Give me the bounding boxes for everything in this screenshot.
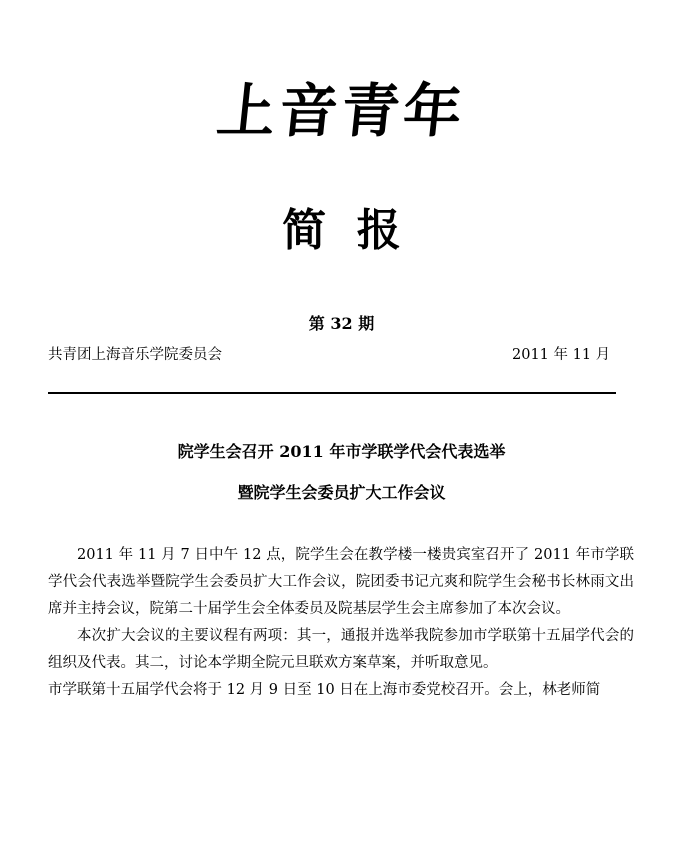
paragraph-3: 市学联第十五届学代会将于 12 月 9 日至 10 日在上海市委党校召开。会上，林老师简 — [48, 682, 601, 698]
publication-date: 2011 年 11 月 — [512, 347, 611, 363]
article-body — [48, 542, 634, 704]
publisher: 共青团上海音乐学院委员会 — [48, 347, 222, 363]
paragraph-1: 2011 年 11 月 7 日中午 12 点，院学生会在教学楼一楼贵宾室召开了 2011 年市学联学代会代表选举暨院学生会委员扩大工作会议，院团委书记亢爽和院学生会秘书长林雨文出席并主持会议，院第二十届学生会全体委员及院基层学生会主席参加了本次会议。 — [48, 547, 634, 617]
bulletin-subtitle: 简 报 — [282, 205, 401, 256]
article-headline-line-2: 暨院学生会委员扩大工作会议 — [237, 483, 446, 502]
paragraph-2: 本次扩大会议的主要议程有两项：其一，通报并选举我院参加市学联第十五届学代会的组织及代表。其二，讨论本学期全院元旦联欢方案草案，并听取意见。 — [48, 628, 634, 671]
issue-number: 第 32 期 — [308, 314, 375, 333]
masthead-title: 上音青年 — [213, 77, 470, 145]
article-headline-line-1: 院学生会召开 2011 年市学联学代会代表选举 — [177, 442, 506, 461]
header-divider — [48, 392, 616, 394]
